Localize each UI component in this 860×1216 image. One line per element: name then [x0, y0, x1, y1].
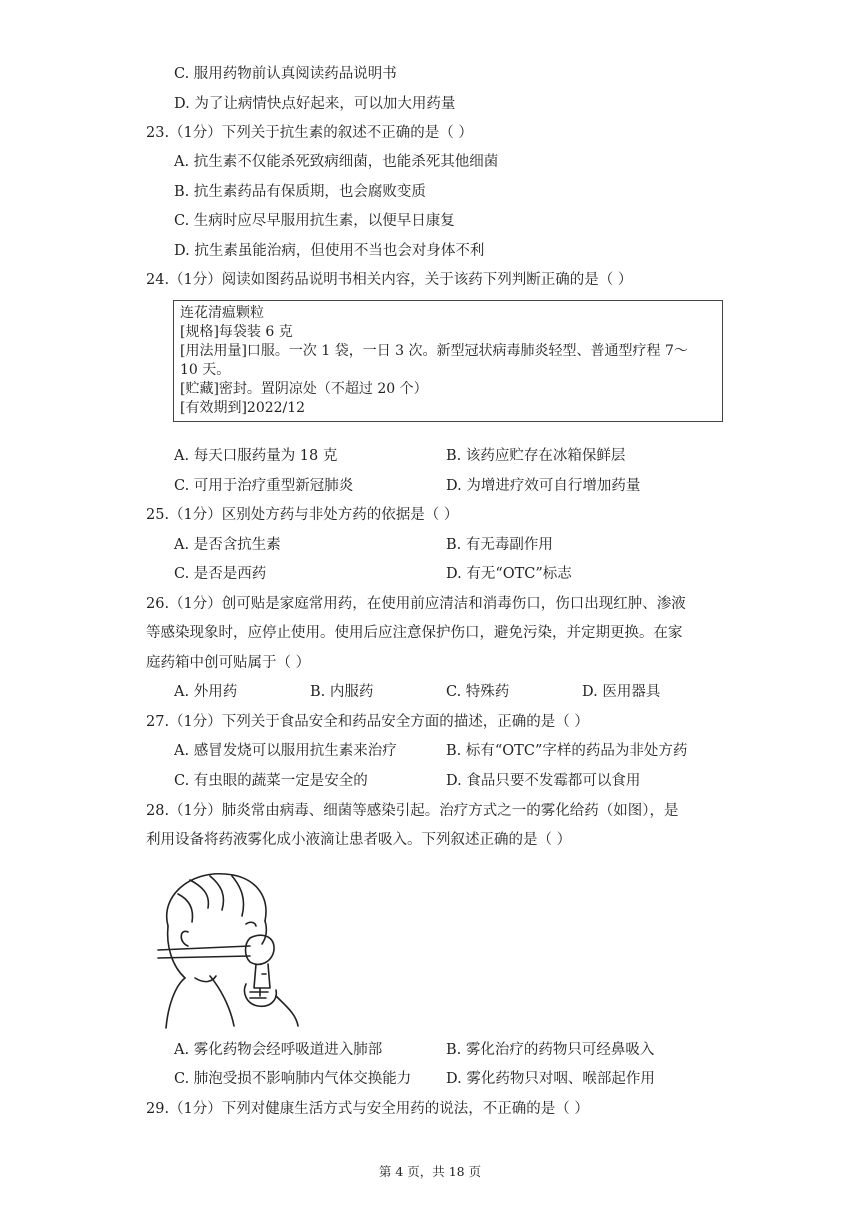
- q26-option-c: C. 特殊药: [446, 684, 510, 700]
- q23-option-a: A. 抗生素不仅能杀死致病细菌，也能杀死其他细菌: [174, 154, 499, 170]
- q25-option-b: B. 有无毒副作用: [446, 537, 553, 553]
- q23-option-b: B. 抗生素药品有保质期，也会腐败变质: [174, 184, 426, 200]
- q28-option-b: B. 雾化治疗的药物只可经鼻吸入: [446, 1042, 655, 1058]
- q23-option-c: C. 生病时应尽早服用抗生素，以便早日康复: [174, 213, 455, 229]
- q26-option-b: B. 内服药: [310, 684, 374, 700]
- drug-label-line: [规格]每袋装 6 克: [180, 324, 293, 340]
- q27-stem: 27.（1分）下列关于食品安全和药品安全方面的描述，正确的是（ ）: [146, 714, 589, 730]
- q28-option-c: C. 肺泡受损不影响肺内气体交换能力: [174, 1071, 412, 1087]
- q24-option-a: A. 每天口服药量为 18 克: [174, 448, 338, 464]
- q28-option-d: D. 雾化药物只对咽、喉部起作用: [446, 1071, 655, 1087]
- drug-label-line: [有效期到]2022/12: [180, 400, 306, 416]
- q24-option-c: C. 可用于治疗重型新冠肺炎: [174, 478, 354, 494]
- page-footer: 第 4 页，共 18 页: [378, 1164, 482, 1179]
- q25-option-c: C. 是否是西药: [174, 566, 267, 582]
- q29-stem: 29.（1分）下列对健康生活方式与安全用药的说法，不正确的是（ ）: [146, 1101, 589, 1117]
- drug-label-line: 10 天。: [180, 362, 231, 378]
- q28-stem-line: 利用设备将药液雾化成小液滴让患者吸入。下列叙述正确的是（ ）: [146, 832, 572, 848]
- drug-label-line: [贮藏]密封。置阴凉处（不超过 20 个）: [180, 381, 428, 397]
- q27-option-b: B. 标有“OTC”字样的药品为非处方药: [446, 743, 688, 759]
- q27-option-a: A. 感冒发烧可以服用抗生素来治疗: [174, 743, 397, 759]
- q28-stem-line: 28.（1分）肺炎常由病毒、细菌等感染引起。治疗方式之一的雾化给药（如图），是: [146, 803, 679, 819]
- q27-option-d: D. 食品只要不发霉都可以食用: [446, 773, 641, 789]
- q24-stem: 24.（1分）阅读如图药品说明书相关内容，关于该药下列判断正确的是（ ）: [146, 272, 633, 288]
- q26-option-d: D. 医用器具: [582, 684, 661, 700]
- q23-option-d: D. 抗生素虽能治病，但使用不当也会对身体不利: [174, 243, 485, 259]
- q26-stem-line: 等感染现象时，应停止使用。使用后应注意保护伤口，避免污染，并定期更换。在家: [146, 625, 683, 641]
- q25-stem: 25.（1分）区别处方药与非处方药的依据是（ ）: [146, 507, 459, 523]
- q24-option-b: B. 该药应贮存在冰箱保鲜层: [446, 448, 626, 464]
- q26-option-a: A. 外用药: [174, 684, 238, 700]
- q22-option-c: C. 服用药物前认真阅读药品说明书: [174, 66, 397, 82]
- q25-option-a: A. 是否含抗生素: [174, 537, 281, 553]
- drug-label-line: [用法用量]口服。一次 1 袋，一日 3 次。新型冠状病毒肺炎轻型、普通型疗程 7～: [180, 343, 688, 359]
- drug-label-box: [173, 300, 723, 422]
- q28-option-a: A. 雾化药物会经呼吸道进入肺部: [174, 1042, 383, 1058]
- q22-option-d: D. 为了让病情快点好起来，可以加大用药量: [174, 96, 456, 112]
- q26-stem-line: 庭药箱中创可贴属于（ ）: [146, 655, 311, 671]
- q25-option-d: D. 有无“OTC”标志: [446, 566, 572, 582]
- nebulizer-child-figure: [150, 866, 300, 1031]
- q26-stem-line: 26.（1分）创可贴是家庭常用药，在使用前应清洁和消毒伤口，伤口出现红肿、渗液: [146, 596, 686, 612]
- q24-option-d: D. 为增进疗效可自行增加药量: [446, 478, 641, 494]
- q27-option-c: C. 有虫眼的蔬菜一定是安全的: [174, 773, 368, 789]
- q23-stem: 23.（1分）下列关于抗生素的叙述不正确的是（ ）: [146, 125, 473, 141]
- drug-label-line: 连花清瘟颗粒: [180, 305, 264, 321]
